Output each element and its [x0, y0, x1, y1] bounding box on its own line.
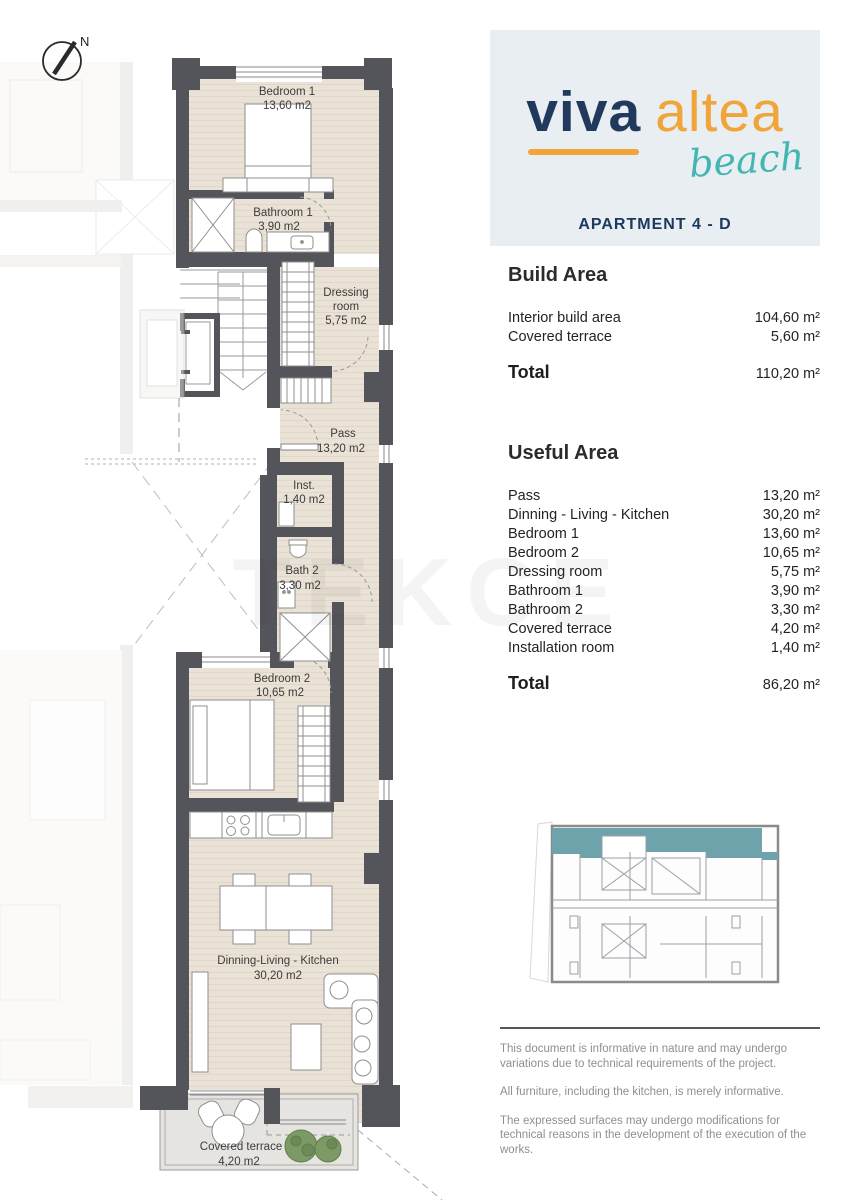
row-label: Covered terrace: [508, 621, 612, 637]
build-area-total: [508, 362, 820, 383]
elevator-faded: [140, 310, 184, 398]
label-dressing-2: room: [332, 301, 360, 313]
useful-area-row: [508, 601, 820, 620]
row-value: 3,30 m²: [770, 602, 820, 618]
shower-2: [280, 613, 330, 661]
entry-door-leaf: [281, 444, 318, 450]
bed-2: [190, 700, 274, 790]
compass-north-label: N: [80, 34, 90, 49]
sink-1: [267, 232, 329, 252]
toilet-2: [289, 540, 307, 557]
elevator: [180, 313, 220, 397]
label-bedroom1: Bedroom 1: [258, 86, 316, 98]
row-value: 13,20 m²: [762, 488, 820, 504]
label-bathroom1: Bathroom 1: [253, 207, 313, 219]
label-living-area: 30,20 m2: [254, 970, 302, 982]
disclaimer-paragraph: The expressed surfaces may undergo modifications for technical reasons in the development of the execution of the works.: [500, 1114, 807, 1156]
label-living: Dinning-Living - Kitchen: [217, 955, 339, 967]
label-inst: Inst.: [293, 480, 315, 492]
useful-area-row: [508, 544, 820, 563]
shower-1: [192, 198, 234, 252]
label-bedroom2-area: 10,65 m2: [256, 687, 304, 699]
label-terrace-area: 4,20 m2: [218, 1156, 260, 1168]
logo-word-altea: altea: [655, 80, 784, 144]
row-label: Bathroom 2: [508, 602, 583, 618]
row-value: 10,65 m²: [762, 545, 820, 561]
total-value: 110,20 m²: [755, 366, 820, 382]
label-bath2-area: 3,30 m2: [279, 580, 321, 592]
logo: [490, 80, 820, 144]
row-value: 4,20 m²: [770, 621, 820, 637]
label-bathroom1-area: 3,90 m2: [258, 221, 300, 233]
hall-closet: [281, 378, 331, 403]
total-label: Total: [508, 673, 550, 693]
label-dressing-area: 5,75 m2: [325, 315, 367, 327]
row-label: Bedroom 2: [508, 545, 579, 561]
label-pass-area: 13,20 m2: [317, 443, 365, 455]
build-area-row: [508, 328, 820, 347]
row-label: Covered terrace: [508, 329, 612, 345]
logo-word-beach: beach: [687, 134, 806, 186]
row-value: 5,60 m²: [770, 329, 820, 345]
row-value: 30,20 m²: [762, 507, 820, 523]
apartment-title: APARTMENT 4 - D: [578, 216, 732, 233]
key-plan: [510, 812, 800, 1012]
row-value: 1,40 m²: [770, 640, 820, 656]
row-label: Bathroom 1: [508, 583, 583, 599]
disclaimer: [500, 1042, 822, 1171]
label-bedroom2: Bedroom 2: [253, 673, 311, 685]
row-value: 3,90 m²: [770, 583, 820, 599]
useful-area-row: [508, 487, 820, 506]
useful-area-row: [508, 525, 820, 544]
tv-sideboard: [192, 972, 208, 1072]
kitchen-counter: [190, 812, 332, 838]
total-label: Total: [508, 362, 550, 382]
row-value: 104,60 m²: [754, 310, 820, 326]
disclaimer-paragraph: All furniture, including the kitchen, is merely informative.: [500, 1086, 784, 1098]
row-label: Dressing room: [508, 564, 603, 580]
disclaimer-paragraph: This document is informative in nature and may undergo variations due to technical requirements of the project.: [500, 1043, 788, 1070]
useful-area-row: [508, 582, 820, 601]
useful-area-section: [508, 442, 820, 694]
useful-area-row: [508, 639, 820, 658]
useful-area-title: Useful Area: [508, 442, 619, 464]
label-pass: Pass: [330, 428, 356, 440]
row-label: Pass: [508, 488, 541, 504]
label-dressing-1: Dressing: [323, 287, 369, 299]
light-well: [85, 459, 272, 648]
useful-area-row: [508, 563, 820, 582]
row-value: 5,75 m²: [770, 564, 820, 580]
wardrobe-dressing: [282, 262, 314, 366]
divider-line: [500, 1027, 820, 1029]
row-label: Dinning - Living - Kitchen: [508, 507, 670, 523]
label-bedroom1-area: 13,60 m2: [263, 100, 311, 112]
row-label: Installation room: [508, 640, 615, 656]
neighbor-apartment-faded: [0, 62, 174, 1108]
logo-box: [490, 30, 820, 246]
kitchen-sink-icon: [268, 815, 300, 835]
site-boundary: [530, 822, 552, 982]
info-panel: [490, 0, 820, 1200]
row-value: 13,60 m²: [762, 526, 820, 542]
label-bath2: Bath 2: [285, 565, 319, 577]
row-label: Bedroom 1: [508, 526, 579, 542]
coffee-table: [291, 1024, 321, 1070]
logo-word-viva: viva: [526, 84, 641, 141]
wardrobe-bedroom2: [298, 706, 330, 802]
label-terrace: Covered terrace: [199, 1141, 283, 1153]
row-label: Interior build area: [508, 310, 621, 326]
logo-underline: [528, 149, 639, 155]
build-area-title: Build Area: [508, 264, 608, 286]
build-area-row: [508, 309, 820, 328]
label-inst-area: 1,40 m2: [283, 494, 325, 506]
useful-area-total: [508, 673, 820, 694]
keyplan-core-cutout: [602, 836, 646, 858]
useful-area-row: [508, 506, 820, 525]
useful-area-row: [508, 620, 820, 639]
total-value: 86,20 m²: [762, 677, 820, 693]
build-area-section: [508, 264, 820, 383]
